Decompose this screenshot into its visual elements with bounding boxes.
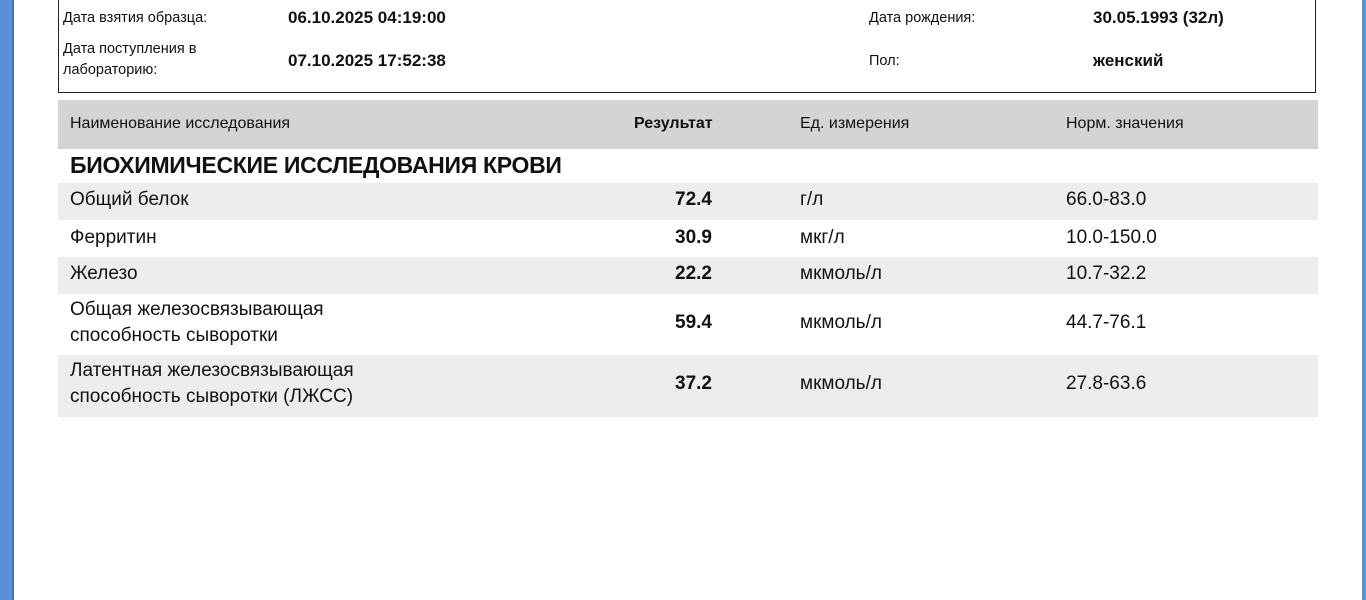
header-result: Результат [634, 115, 713, 132]
sample-date-value: 06.10.2025 04:19:00 [288, 8, 446, 27]
sex-value: женский [1093, 51, 1164, 70]
table-header [58, 100, 1318, 149]
lab-date-label-line1: Дата поступления в [63, 41, 197, 57]
document-page [16, 0, 1362, 600]
test-norm: 10.0-150.0 [1066, 227, 1157, 248]
test-unit: мкмоль/л [800, 312, 882, 333]
test-name [70, 358, 354, 410]
section-title: БИОХИМИЧЕСКИЕ ИССЛЕДОВАНИЯ КРОВИ [70, 152, 562, 178]
test-value: 72.4 [675, 189, 712, 210]
header-norm: Норм. значения [1066, 115, 1184, 132]
test-unit: мкмоль/л [800, 263, 882, 284]
results-table [58, 100, 1318, 417]
test-name: Ферритин [70, 227, 157, 248]
test-unit: мкг/л [800, 227, 845, 248]
test-value: 22.2 [675, 263, 712, 284]
table-row [58, 257, 1318, 294]
test-norm: 27.8-63.6 [1066, 373, 1147, 394]
table-row [58, 355, 1318, 417]
lab-date-label [63, 39, 196, 81]
test-name-line2: способность сыворотки (ЛЖСС) [70, 386, 354, 407]
test-norm: 44.7-76.1 [1066, 312, 1147, 333]
table-row [58, 183, 1318, 220]
sample-date-label: Дата взятия образца: [63, 10, 208, 26]
header-unit: Ед. измерения [800, 115, 910, 132]
test-value: 59.4 [675, 312, 712, 333]
test-name-line1: Латентная железосвязывающая [70, 360, 354, 381]
test-name-line2: способность сыворотки [70, 325, 278, 346]
test-unit: мкмоль/л [800, 373, 882, 394]
lab-date-value: 07.10.2025 17:52:38 [288, 51, 446, 70]
test-name: Железо [70, 263, 138, 284]
sex-label: Пол: [869, 53, 900, 69]
patient-info-box [58, 0, 1316, 93]
lab-date-label-line2: лабораторию: [63, 62, 158, 78]
birth-date-value: 30.05.1993 (32л) [1093, 8, 1224, 27]
test-name-line1: Общая железосвязывающая [70, 299, 324, 320]
test-value: 30.9 [675, 227, 712, 248]
birth-date-label: Дата рождения: [869, 10, 976, 26]
table-row [58, 294, 1318, 355]
test-value: 37.2 [675, 373, 712, 394]
viewer-right-border [1362, 0, 1366, 600]
header-name: Наименование исследования [70, 115, 291, 132]
table-row [58, 220, 1318, 257]
test-norm: 66.0-83.0 [1066, 189, 1147, 210]
section-title-row [58, 149, 1318, 183]
test-name: Общий белок [70, 189, 189, 210]
test-name [70, 297, 324, 349]
test-norm: 10.7-32.2 [1066, 263, 1147, 284]
test-unit: г/л [800, 189, 824, 210]
viewer-left-border [0, 0, 14, 600]
